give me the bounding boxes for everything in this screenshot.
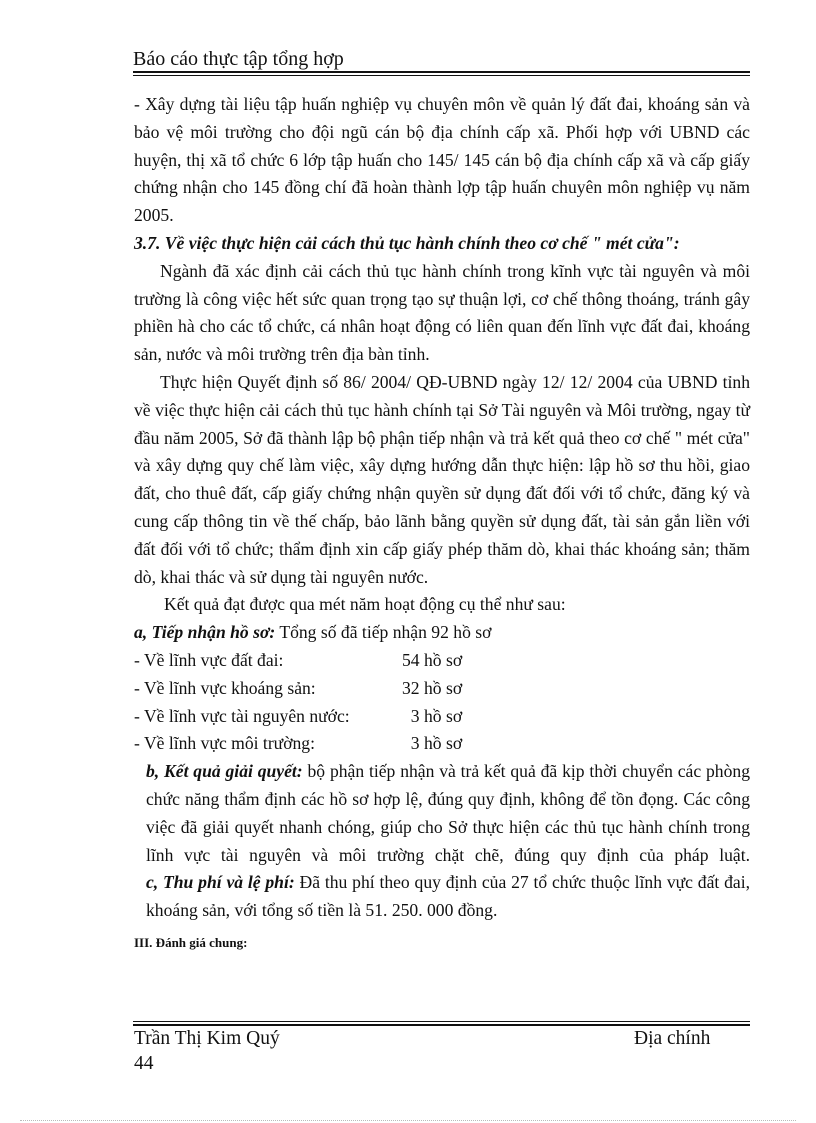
list-item <box>134 730 750 758</box>
item-c <box>134 869 750 925</box>
section-heading-iii: III. Đánh giá chung: <box>134 934 248 950</box>
document-body <box>134 91 750 957</box>
paragraph-reform: Ngành đã xác định cải cách thủ tục hành chính trong kĩnh vực tài nguyên và môi trường là công việc hết sức quan trọng tạo sự thuận lợi, cơ chế thông thoáng, tránh gây phiền hà cho các tổ chức, cá nhân hoạt động có liên quan đến lĩnh vực đất đai, khoáng sản, nước và môi trường trên địa bàn tỉnh. <box>134 260 750 365</box>
paragraph-training: - Xây dựng tài liệu tập huấn nghiệp vụ chuyên môn về quản lý đất đai, khoáng sản và bảo vệ môi trường cho đội ngũ cán bộ địa chính cấp xã. Phối hợp với UBND các huyện, thị xã tổ chức 6 lớp tập huấn cho 145/ 145 cán bộ địa chính cấp xã và cấp giấy chứng nhận cho 145 đồng chí đã hoàn thành lợp tập huấn chuyên môn nghiệp vụ năm 2005. <box>134 94 750 226</box>
footer-rule-bottom <box>133 1024 750 1026</box>
list-item-label: - Về lĩnh vực đất đai: <box>134 649 284 670</box>
page-number: 44 <box>134 1053 154 1074</box>
paragraph-results-intro: Kết quả đạt được qua mét năm hoạt động cụ thể như sau: <box>164 594 566 615</box>
page-edge-divider <box>20 1120 796 1121</box>
list-item <box>134 703 750 731</box>
page-header-title: Báo cáo thực tập tổng hợp <box>133 48 344 70</box>
header-rule-bottom <box>133 75 750 76</box>
list-item <box>134 647 750 675</box>
records-list <box>134 647 750 758</box>
footer-author: Trần Thị Kim Quý <box>134 1028 280 1049</box>
paragraph-decision: Thực hiện Quyết định số 86/ 2004/ QĐ-UBND ngày 12/ 12/ 2004 của UBND tỉnh về việc thực hiện cải cách thủ tục hành chính tại Sở Tài nguyên và Môi trường, ngay từ đầu năm 2005, Sở đã thành lập bộ phận tiếp nhận và trả kết quả theo cơ chế " mét cửa" và xây dựng quy chế làm việc, xây dựng hướng dẫn thực hiện: lập hồ sơ thu hồi, giao đất, cho thuê đất, cấp giấy chứng nhận quyền sử dụng đất đối với tổ chức, đăng ký và cung cấp thông tin về thế chấp, bảo lãnh bằng quyền sử dụng đất, tài sản gắn liền với đất đối với tổ chức; thẩm định xin cấp giấy phép thăm dò, khai thác khoáng sản; thăm dò, khai thác và sử dụng tài nguyên nước. <box>134 371 750 587</box>
list-item-label: - Về lĩnh vực tài nguyên nước: <box>134 705 350 726</box>
item-a-text: Tổng số đã tiếp nhận 92 hồ sơ <box>275 622 492 643</box>
list-item-label: - Về lĩnh vực khoáng sản: <box>134 677 316 698</box>
list-item-value: 3 hồ sơ <box>402 733 463 754</box>
list-item <box>134 675 750 703</box>
item-a <box>134 619 750 647</box>
item-a-label: a, Tiếp nhận hồ sơ: <box>134 622 276 643</box>
header-rule-top <box>133 71 750 73</box>
footer-department: Địa chính <box>634 1028 711 1049</box>
item-b <box>134 758 750 869</box>
section-heading-3-7: 3.7. Về việc thực hiện cải cách thủ tục hành chính theo cơ chế " mét cửa": <box>134 232 680 253</box>
item-b-label: b, Kết quả giải quyết: <box>146 761 303 782</box>
item-c-label: c, Thu phí và lệ phí: <box>146 872 295 893</box>
list-item-value: 32 hồ sơ <box>402 677 463 698</box>
list-item-label: - Về lĩnh vực môi trường: <box>134 733 315 754</box>
item-b-text: bộ phận tiếp nhận và trả kết quả đã kịp thời chuyển các phòng chức năng thẩm định các hồ sơ hợp lệ, đúng quy định, không để tồn đọng. Các công việc đã giải quyết nhanh chóng, giúp cho Sở thực hiện các thủ tục hành chính trong lĩnh vực tài nguyên và môi trường chặt chẽ, đúng quy định của pháp luật. <box>146 761 750 865</box>
item-c-text: Đã thu phí theo quy định của 27 tổ chức thuộc lĩnh vực đất đai, khoáng sản, với tổng số tiền là 51. 250. 000 đồng. <box>146 872 750 921</box>
list-item-value: 3 hồ sơ <box>402 705 463 726</box>
list-item-value: 54 hồ sơ <box>402 649 463 670</box>
footer-rule-top <box>133 1021 750 1022</box>
